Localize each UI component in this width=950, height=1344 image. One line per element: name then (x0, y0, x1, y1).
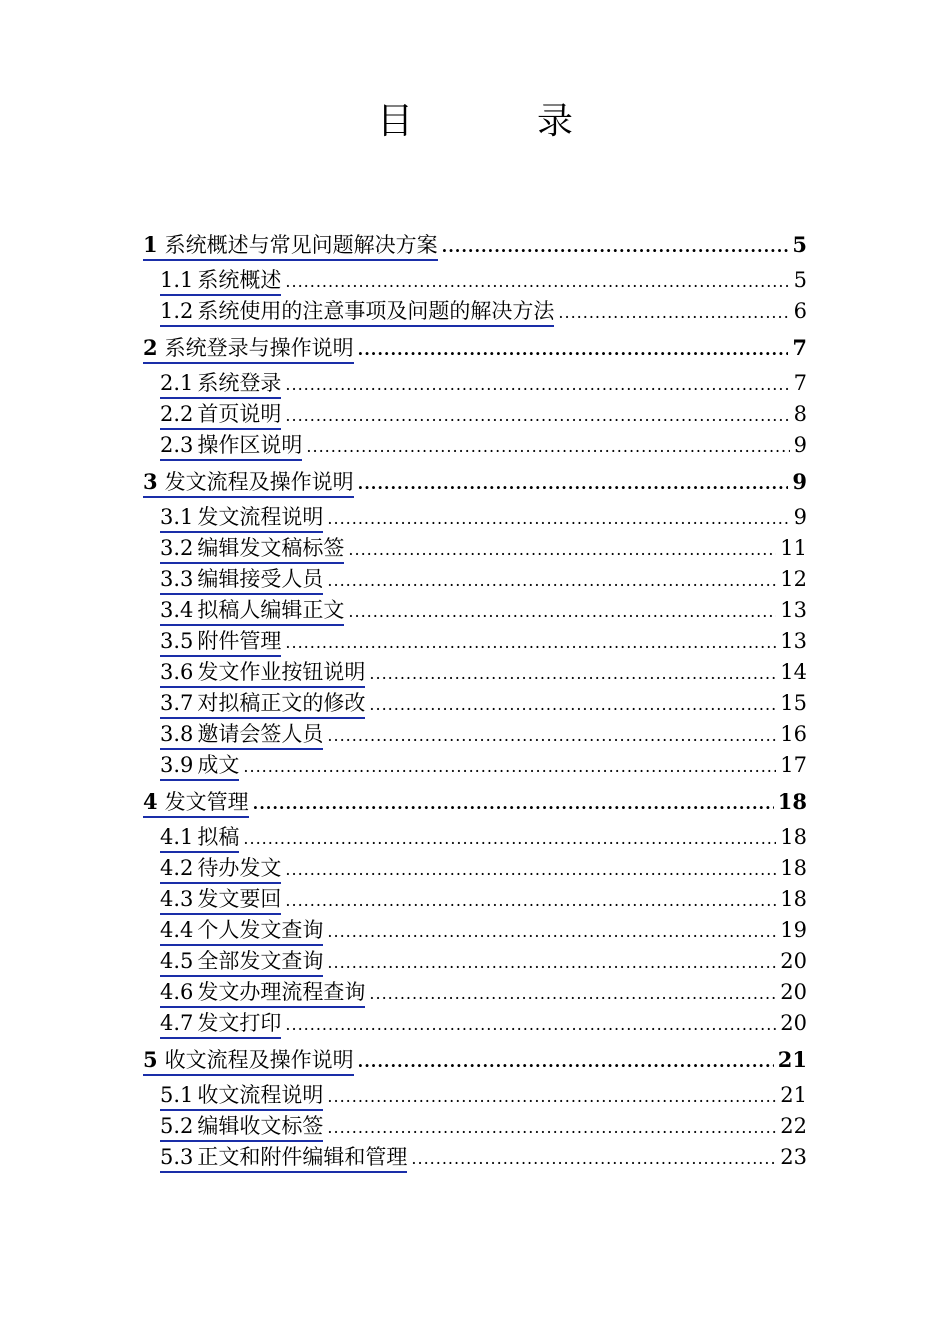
toc-page-number: 18 (780, 887, 807, 911)
toc-section-entry[interactable] (143, 915, 807, 946)
toc-entry-number: 5.1 (160, 1083, 194, 1107)
toc-dot-leader (285, 885, 776, 916)
toc-section-entry[interactable] (143, 1111, 807, 1142)
toc-entry-number: 3 (143, 469, 158, 494)
toc-dot-leader (369, 978, 776, 1009)
toc-page-number: 16 (780, 722, 807, 746)
toc-entry-number: 1.1 (160, 268, 194, 292)
toc-entry-number: 4.7 (160, 1011, 194, 1035)
toc-dot-leader (348, 596, 776, 627)
toc-dot-leader (306, 431, 789, 462)
toc-entry-link[interactable] (160, 298, 554, 327)
toc-page-number: 9 (793, 505, 807, 529)
toc-dot-leader (348, 534, 776, 565)
toc-page-number: 9 (792, 469, 807, 494)
toc-section-entry[interactable] (143, 533, 807, 564)
toc-entry-number: 5.2 (160, 1114, 194, 1138)
toc-page-number: 19 (780, 918, 807, 942)
toc-section-entry[interactable] (143, 595, 807, 626)
toc-entry-number: 5 (143, 1047, 158, 1072)
toc-entry-link[interactable] (160, 504, 323, 533)
toc-entry-number: 3.3 (160, 567, 194, 591)
toc-dot-leader (327, 503, 789, 534)
toc-section-entry[interactable] (143, 719, 807, 750)
toc-entry-title: 系统登录 (197, 371, 282, 395)
toc-dot-leader (327, 1081, 776, 1112)
toc-chapter-entry[interactable] (143, 327, 807, 368)
toc-entry-number: 3.1 (160, 505, 194, 529)
toc-section-entry[interactable] (143, 750, 807, 781)
toc-section-entry[interactable] (143, 1080, 807, 1111)
toc-section-entry[interactable] (143, 1142, 807, 1173)
toc-dot-leader (327, 947, 776, 978)
toc-dot-leader (285, 854, 776, 885)
toc-section-entry[interactable] (143, 430, 807, 461)
toc-page-number: 17 (780, 753, 807, 777)
toc-entry-link[interactable] (160, 824, 239, 853)
toc-entry-title: 全部发文查询 (197, 949, 324, 973)
toc-entry-number: 4.6 (160, 980, 194, 1004)
toc-page-number: 7 (793, 371, 807, 395)
toc-entry-title: 发文管理 (164, 790, 249, 814)
toc-entry-link[interactable] (160, 432, 302, 461)
toc-entry-title: 系统概述 (197, 268, 282, 292)
toc-dot-leader (358, 329, 789, 370)
toc-dot-leader (369, 658, 776, 689)
toc-entry-link[interactable] (143, 232, 438, 261)
toc-entry-number: 3.9 (160, 753, 194, 777)
toc-dot-leader (285, 369, 789, 400)
toc-page-number: 20 (780, 949, 807, 973)
toc-page-number: 15 (780, 691, 807, 715)
toc-dot-leader (285, 266, 789, 297)
toc-entry-title: 个人发文查询 (197, 918, 324, 942)
toc-entry-link[interactable] (160, 721, 323, 750)
toc-entry-number: 4.5 (160, 949, 194, 973)
toc-page-number: 18 (777, 789, 807, 814)
toc-entry-link[interactable] (160, 979, 365, 1008)
toc-page-number: 13 (780, 598, 807, 622)
toc-section-entry[interactable] (143, 265, 807, 296)
toc-entry-number: 3.4 (160, 598, 194, 622)
toc-page-number: 7 (792, 335, 807, 360)
toc-entry-number: 4 (143, 789, 158, 814)
toc-entry-link[interactable] (160, 659, 365, 688)
toc-dot-leader (327, 1112, 776, 1143)
toc-section-entry[interactable] (143, 296, 807, 327)
toc-entry-title: 编辑发文稿标签 (197, 536, 345, 560)
toc-page-number: 18 (780, 856, 807, 880)
toc-entry-number: 4.3 (160, 887, 194, 911)
toc-entry-title: 发文要回 (197, 887, 282, 911)
toc-section-entry[interactable] (143, 688, 807, 719)
toc-entry-title: 成文 (197, 753, 240, 777)
toc-entry-title: 系统概述与常见问题解决方案 (164, 233, 438, 257)
toc-section-entry[interactable] (143, 853, 807, 884)
toc-entry-link[interactable] (143, 335, 354, 364)
toc-entry-title: 发文打印 (197, 1011, 282, 1035)
toc-entry-title: 待办发文 (197, 856, 282, 880)
toc-entry-title: 发文办理流程查询 (197, 980, 366, 1004)
toc-entry-title: 拟稿 (197, 825, 240, 849)
toc-dot-leader (327, 565, 776, 596)
toc-page-number: 6 (793, 299, 807, 323)
toc-dot-leader (243, 751, 776, 782)
toc-entry-title: 首页说明 (197, 402, 282, 426)
table-of-contents (143, 224, 807, 1173)
toc-dot-leader (411, 1143, 776, 1174)
toc-section-entry[interactable] (143, 657, 807, 688)
toc-entry-number: 4.2 (160, 856, 194, 880)
toc-entry-title: 编辑接受人员 (197, 567, 324, 591)
toc-entry-number: 3.7 (160, 691, 194, 715)
toc-entry-link[interactable] (160, 855, 281, 884)
toc-entry-title: 收文流程及操作说明 (164, 1048, 354, 1072)
toc-entry-title: 拟稿人编辑正文 (197, 598, 345, 622)
toc-page-number: 12 (780, 567, 807, 591)
toc-entry-link[interactable] (160, 628, 281, 657)
toc-entry-title: 对拟稿正文的修改 (197, 691, 366, 715)
toc-title: 目 录 (376, 101, 617, 142)
toc-dot-leader (369, 689, 776, 720)
toc-entry-link[interactable] (160, 1113, 323, 1142)
toc-page-number: 20 (780, 980, 807, 1004)
toc-page-number: 5 (793, 268, 807, 292)
toc-dot-leader (285, 627, 776, 658)
toc-entry-title: 正文和附件编辑和管理 (197, 1145, 408, 1169)
toc-entry-link[interactable] (143, 789, 249, 818)
toc-page-number: 21 (777, 1047, 807, 1072)
toc-entry-number: 1.2 (160, 299, 194, 323)
toc-entry-number: 3.2 (160, 536, 194, 560)
toc-entry-title: 编辑收文标签 (197, 1114, 324, 1138)
toc-page-number: 21 (780, 1083, 807, 1107)
toc-entry-number: 3.5 (160, 629, 194, 653)
toc-section-entry[interactable] (143, 502, 807, 533)
toc-page-number: 23 (780, 1145, 807, 1169)
toc-entry-link[interactable] (160, 370, 281, 399)
toc-section-entry[interactable] (143, 1008, 807, 1039)
toc-dot-leader (327, 916, 776, 947)
toc-entry-title: 系统使用的注意事项及问题的解决方法 (197, 299, 555, 323)
toc-entry-link[interactable] (143, 1047, 354, 1076)
toc-dot-leader (285, 1009, 776, 1040)
toc-entry-link[interactable] (160, 267, 281, 296)
toc-page-number: 14 (780, 660, 807, 684)
toc-entry-number: 3.6 (160, 660, 194, 684)
toc-chapter-entry[interactable] (143, 781, 807, 822)
toc-entry-link[interactable] (143, 469, 354, 498)
toc-chapter-entry[interactable] (143, 461, 807, 502)
toc-entry-title: 邀请会签人员 (197, 722, 324, 746)
toc-entry-link[interactable] (160, 401, 281, 430)
toc-section-entry[interactable] (143, 884, 807, 915)
toc-section-entry[interactable] (143, 822, 807, 853)
toc-entry-title: 发文流程及操作说明 (164, 470, 354, 494)
toc-page-number: 18 (780, 825, 807, 849)
toc-entry-title: 附件管理 (197, 629, 282, 653)
toc-section-entry[interactable] (143, 368, 807, 399)
toc-page-number: 9 (793, 433, 807, 457)
toc-section-entry[interactable] (143, 626, 807, 657)
toc-dot-leader (327, 720, 776, 751)
toc-chapter-entry[interactable] (143, 224, 807, 265)
toc-entry-number: 5.3 (160, 1145, 194, 1169)
toc-entry-link[interactable] (160, 535, 344, 564)
toc-entry-link[interactable] (160, 917, 323, 946)
toc-dot-leader (442, 226, 789, 267)
toc-entry-number: 2.1 (160, 371, 194, 395)
toc-dot-leader (243, 823, 776, 854)
toc-dot-leader (358, 463, 789, 504)
toc-entry-number: 4.4 (160, 918, 194, 942)
toc-entry-number: 2.3 (160, 433, 194, 457)
toc-dot-leader (558, 297, 789, 328)
toc-entry-link[interactable] (160, 948, 323, 977)
toc-entry-link[interactable] (160, 1082, 323, 1111)
toc-entry-link[interactable] (160, 597, 344, 626)
toc-entry-title: 发文作业按钮说明 (197, 660, 366, 684)
toc-entry-link[interactable] (160, 566, 323, 595)
toc-page-number: 8 (793, 402, 807, 426)
toc-page-number: 22 (780, 1114, 807, 1138)
toc-entry-number: 1 (143, 232, 158, 257)
toc-section-entry[interactable] (143, 977, 807, 1008)
toc-section-entry[interactable] (143, 564, 807, 595)
toc-entry-link[interactable] (160, 1144, 407, 1173)
toc-chapter-entry[interactable] (143, 1039, 807, 1080)
toc-entry-title: 系统登录与操作说明 (164, 336, 354, 360)
toc-entry-number: 2.2 (160, 402, 194, 426)
toc-entry-link[interactable] (160, 752, 239, 781)
toc-entry-number: 2 (143, 335, 158, 360)
toc-entry-link[interactable] (160, 690, 365, 719)
toc-page-number: 11 (780, 536, 807, 560)
toc-page-number: 13 (780, 629, 807, 653)
toc-entry-number: 3.8 (160, 722, 194, 746)
toc-page-number: 5 (792, 232, 807, 257)
toc-page-number: 20 (780, 1011, 807, 1035)
toc-entry-title: 收文流程说明 (197, 1083, 324, 1107)
toc-entry-link[interactable] (160, 886, 281, 915)
toc-section-entry[interactable] (143, 946, 807, 977)
toc-section-entry[interactable] (143, 399, 807, 430)
toc-dot-leader (285, 400, 789, 431)
toc-entry-link[interactable] (160, 1010, 281, 1039)
toc-dot-leader (253, 783, 774, 824)
toc-entry-title: 发文流程说明 (197, 505, 324, 529)
toc-dot-leader (358, 1041, 774, 1082)
toc-entry-title: 操作区说明 (197, 433, 303, 457)
toc-entry-number: 4.1 (160, 825, 194, 849)
